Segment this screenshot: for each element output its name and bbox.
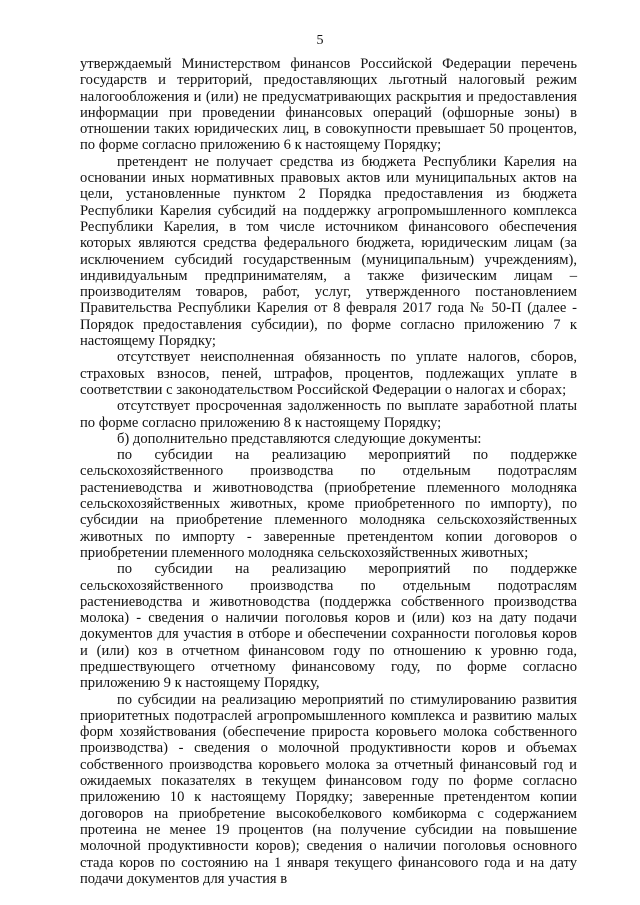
paragraph-milk-growth-subsidy: по субсидии на реализацию мероприятий по стимулированию развития приоритетных подотраслей агропромышленного комплекса и развитию малых форм хозяйствования (обеспечение прироста коровьего молока собственного производства) - сведения о молочной продуктивности коров и объемах собственного производства коровьего молока за отчетный финансовый год и ожидаемых показателях в текущем финансовом году по форме согласно приложению 10 к настоящему Порядку; заверенные претендентом копии договоров на приобретение высокобелкового комбикорма с содержанием протеина не менее 19 процентов (на получение субсидии на повышение молочной продуктивности коров); сведения о наличии поголовья основного стада коров по состоянию на 1 января текущего финансового года и на дату подачи документов для участия в [80,691,577,887]
paragraph-continuation: утверждаемый Министерством финансов Российской Федерации перечень государств и территорий, предоставляющих льготный налоговый режим налогообложения и (или) не предусматривающих раскрытия и предоставления информации при проведении финансовых операций (офшорные зоны) в отношении таких юридических лиц, в совокупности превышает 50 процентов, по форме согласно приложению 6 к настоящему Порядку; [80,56,577,154]
paragraph-no-tax-debt: отсутствует неисполненная обязанность по уплате налогов, сборов, страховых взносов, пеней, штрафов, процентов, подлежащих уплате в соответствии с законодательством Российской Федерации о налогах и сборах; [80,349,577,398]
page-number: 5 [316,33,324,48]
paragraph-additional-documents: б) дополнительно представляются следующие документы: [117,430,482,447]
paragraph-budget-funds-condition: претендент не получает средства из бюджета Республики Карелия на основании иных нормативных правовых актов или муниципальных актов на цели, установленные пунктом 2 Порядка предоставления из бюджета Республики Карелия субсидий на поддержку агропромышленного комплекса Республики Карелия, в том числе источником финансового обеспечения которых являются средства федерального бюджета, юридическим лицам (за исключением субсидий государственным (муниципальным) учреждениям), индивидуальным предпринимателям, а также физическим лицам – производителям товаров, работ, услуг, утвержденного постановлением Правительства Республики Карелия от 8 февраля 2017 года № 50-П (далее - Порядок предоставления субсидии), по форме согласно приложению 7 к настоящему Порядку; [80,153,577,350]
paragraph-milk-production-subsidy: по субсидии на реализацию мероприятий по поддержке сельскохозяйственного производства по отдельным подотраслям растениеводства и животноводства (поддержка собственного производства молока) - сведения о наличии поголовья коров и (или) коз на дату подачи документов для участия в отборе и обеспечении сохранности поголовья коров и (или) коз в отчетном финансовом году по отношению к уровню года, предшествующего отчетному финансовому году, по форме согласно приложению 9 к настоящему Порядку, [80,561,577,692]
paragraph-no-wage-arrears: отсутствует просроченная задолженность по выплате заработной платы по форме согласно приложению 8 к настоящему Порядку; [80,398,577,431]
document-body [80,56,577,887]
paragraph-breeding-stock-subsidy: по субсидии на реализацию мероприятий по поддержке сельскохозяйственного производства по отдельным подотраслям растениеводства и животноводства (приобретение племенного молодняка сельскохозяйственных животных, кроме приобретенного по импорту), по субсидии на приобретение племенного молодняка сельскохозяйственных животных по импорту - заверенные претендентом копии договоров о приобретении племенного молодняка сельскохозяйственных животных; [80,447,577,561]
